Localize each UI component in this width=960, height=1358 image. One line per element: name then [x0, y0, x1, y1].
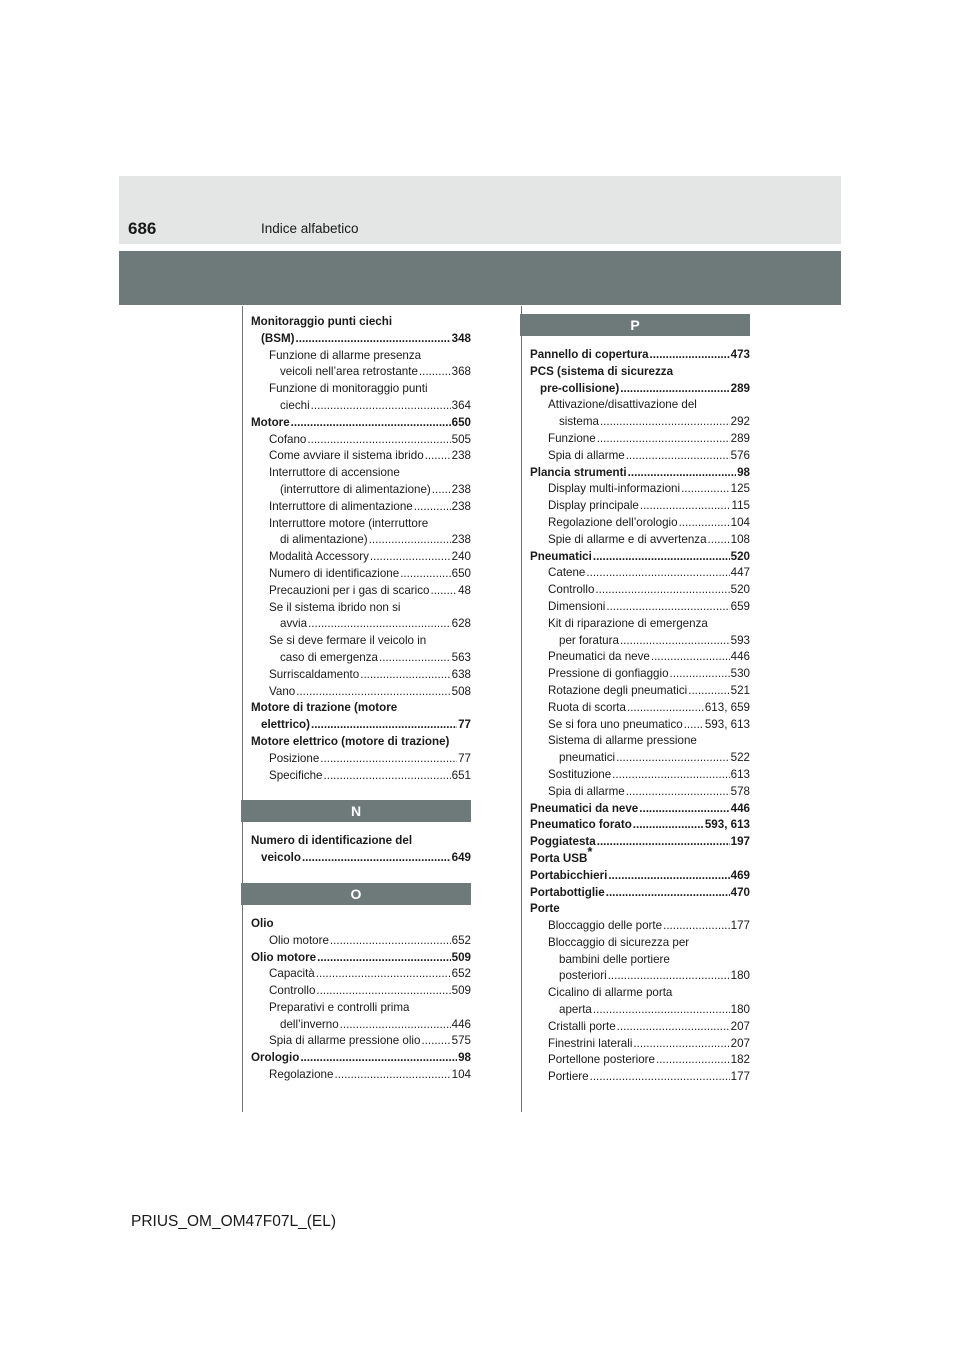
entry-text: Modalità Accessory	[269, 550, 369, 564]
entry-page-ref: 530	[730, 667, 750, 681]
entry-text: Motore	[251, 415, 290, 429]
leader-dots	[425, 448, 451, 465]
leader-dots	[626, 448, 730, 465]
leader-dots	[296, 331, 451, 348]
leader-dots	[400, 566, 450, 583]
leader-dots	[617, 1019, 730, 1036]
index-entry	[251, 432, 471, 449]
index-entry: Cicalino di allarme porta	[548, 986, 673, 1000]
entry-page-ref: 576	[730, 448, 750, 462]
entry-text: Bloccaggio delle porte	[548, 919, 663, 933]
entry-page-ref: 613	[730, 767, 750, 781]
entry-page-ref: 197	[730, 835, 750, 849]
entry-page-ref: 238	[451, 449, 471, 463]
index-entry	[530, 1052, 750, 1069]
entry-page-ref: 180	[730, 969, 750, 983]
entry-page-ref: 613, 659	[704, 700, 750, 714]
entry-text: avvia	[280, 617, 308, 631]
entry-text: caso di emergenza	[280, 650, 378, 664]
leader-dots	[593, 1002, 730, 1019]
index-entry	[530, 834, 750, 851]
entry-text: dell’inverno	[280, 1017, 339, 1031]
index-entry	[530, 599, 750, 616]
index-entry	[251, 448, 471, 465]
index-entry	[530, 968, 750, 985]
entry-text: posteriori	[559, 969, 607, 983]
index-entry	[251, 950, 471, 967]
index-entry	[530, 498, 750, 515]
leader-dots	[307, 432, 450, 449]
leader-dots	[414, 499, 451, 516]
leader-dots	[620, 381, 729, 398]
leader-dots	[316, 983, 450, 1000]
entry-page-ref: 520	[730, 583, 750, 597]
leader-dots	[419, 364, 451, 381]
leader-dots	[324, 768, 451, 785]
index-entry	[251, 684, 471, 701]
entry-text: Plancia strumenti	[530, 465, 627, 479]
entry-page-ref: 289	[730, 381, 750, 395]
entry-text: Finestrini laterali	[548, 1036, 633, 1050]
entry-page-ref: 48	[458, 583, 471, 597]
entries-p-continued	[521, 868, 750, 1086]
letter-bar-p: P	[520, 314, 750, 336]
leader-dots	[606, 885, 730, 902]
leader-dots	[311, 398, 451, 415]
leader-dots	[597, 431, 730, 448]
entry-text: Surriscaldamento	[269, 667, 360, 681]
entry-page-ref: 240	[451, 550, 471, 564]
index-entry	[530, 700, 750, 717]
index-entry	[530, 868, 750, 885]
entry-text: Rotazione degli pneumatici	[548, 683, 688, 697]
entry-page-ref: 593	[730, 633, 750, 647]
index-entry	[530, 750, 750, 767]
index-entry	[530, 1036, 750, 1053]
leader-dots	[430, 583, 457, 600]
index-entry	[530, 717, 750, 734]
entry-page-ref: 509	[451, 984, 471, 998]
leader-dots	[608, 868, 729, 885]
entry-text: Poggiatesta	[530, 835, 596, 849]
leader-dots	[639, 801, 729, 818]
leader-dots	[606, 599, 729, 616]
index-entry: PCS (sistema di sicurezza	[530, 364, 674, 378]
leader-dots	[708, 532, 730, 549]
index-entry	[530, 431, 750, 448]
entry-text: sistema	[559, 415, 599, 429]
index-entry: Monitoraggio punti ciechi	[251, 315, 393, 328]
entry-page-ref: 470	[730, 885, 750, 899]
leader-dots	[633, 817, 704, 834]
entry-page-ref: 652	[451, 967, 471, 981]
index-entry	[530, 515, 750, 532]
entry-text: Pneumatico forato	[530, 818, 632, 832]
entry-text: Porta USB	[530, 851, 588, 865]
entry-text: Capacità	[269, 967, 315, 981]
leader-dots	[330, 933, 451, 950]
index-entry	[530, 565, 750, 582]
page-number: 686	[128, 219, 157, 238]
entry-page-ref: 348	[451, 331, 471, 345]
footer-doc-code: PRIUS_OM_OM47F07L_(EL)	[131, 1213, 337, 1230]
index-entry	[251, 1033, 471, 1050]
entry-page-ref: 578	[730, 784, 750, 798]
entry-page-ref: 563	[451, 650, 471, 664]
entry-page-ref: 177	[730, 1070, 750, 1084]
index-entry	[251, 583, 471, 600]
index-entry	[251, 482, 471, 499]
leader-dots	[320, 751, 457, 768]
index-entry	[251, 364, 471, 381]
leader-dots	[633, 1036, 729, 1053]
entry-text: Se si fora uno pneumatico	[548, 717, 683, 731]
entry-text: (BSM)	[261, 331, 295, 345]
index-entry: Preparativi e controlli prima	[269, 1000, 410, 1014]
entry-text: Display principale	[548, 499, 639, 513]
entry-text: Olio motore	[251, 950, 317, 964]
index-entry: Kit di riparazione di emergenza	[548, 616, 708, 630]
leader-dots	[597, 834, 730, 851]
index-entry	[251, 966, 471, 983]
entry-text: Ruota di scorta	[548, 700, 626, 714]
entry-page-ref: 650	[451, 415, 471, 429]
entry-page-ref: 238	[451, 499, 471, 513]
leader-dots	[628, 465, 736, 482]
leader-dots	[612, 767, 729, 784]
entry-text: Portiere	[548, 1070, 589, 1084]
entry-page-ref: 650	[451, 566, 471, 580]
leader-dots	[651, 649, 730, 666]
leader-dots	[650, 347, 730, 364]
entry-page-ref: 469	[730, 868, 750, 882]
entry-page-ref: 207	[730, 1019, 750, 1033]
entry-text: Pneumatici da neve	[530, 801, 639, 815]
entry-page-ref: 593, 613	[704, 717, 750, 731]
index-entry	[251, 499, 471, 516]
index-entry: Se il sistema ibrido non si	[269, 600, 401, 614]
entry-page-ref: 182	[730, 1053, 750, 1067]
entry-text: Cristalli porte	[548, 1019, 616, 1033]
entry-page-ref: 77	[458, 718, 471, 732]
index-entry	[530, 817, 750, 834]
leader-dots	[296, 684, 450, 701]
index-entry	[530, 767, 750, 784]
entry-text: Olio motore	[269, 933, 329, 947]
entry-page-ref: 108	[730, 532, 750, 546]
index-entry	[251, 1067, 471, 1084]
entry-page-ref: 115	[731, 499, 750, 513]
entry-text: Specifiche	[269, 768, 323, 782]
leader-dots	[608, 968, 730, 985]
leader-dots	[684, 717, 704, 734]
index-entry	[530, 448, 750, 465]
entry-page-ref: 289	[730, 431, 750, 445]
index-entry	[251, 933, 471, 950]
entry-text: Precauzioni per i gas di scarico	[269, 583, 430, 597]
entry-text: Controllo	[269, 984, 316, 998]
index-entry	[530, 481, 750, 498]
leader-dots	[360, 667, 450, 684]
entry-text: Pannello di copertura	[530, 348, 649, 361]
index-entry: Sistema di allarme pressione	[548, 734, 697, 748]
index-entry	[251, 415, 471, 432]
leader-dots	[302, 850, 451, 867]
entry-text: Funzione	[548, 431, 596, 445]
index-entry	[530, 582, 750, 599]
index-entry	[251, 1050, 471, 1067]
entry-page-ref: 520	[730, 549, 750, 563]
index-entry: Attivazione/disattivazione del	[548, 398, 697, 412]
entries-m	[242, 314, 471, 784]
index-entry	[251, 983, 471, 1000]
entry-page-ref: 473	[730, 348, 750, 361]
index-entry	[530, 885, 750, 902]
index-entry: Bloccaggio di sicurezza per	[548, 935, 690, 949]
index-entry	[251, 717, 471, 734]
index-entry	[251, 566, 471, 583]
index-entry	[530, 381, 750, 398]
entry-text: Catene	[548, 566, 586, 580]
index-entry	[251, 768, 471, 785]
leader-dots	[656, 1052, 730, 1069]
entry-text: Interruttore di alimentazione	[269, 499, 413, 513]
entry-text: Spie di allarme e di avvertenza	[548, 532, 707, 546]
entry-text: Spia di allarme	[548, 448, 625, 462]
leader-dots	[432, 482, 451, 499]
entry-text: Cofano	[269, 432, 307, 446]
entry-text: pre-collisione)	[540, 381, 620, 395]
leader-dots	[640, 498, 731, 515]
entry-page-ref: 446	[730, 801, 750, 815]
footnote-mark: *	[587, 843, 593, 859]
entry-page-ref: 508	[451, 684, 471, 698]
index-entry	[251, 331, 471, 348]
section-title: Indice alfabetico	[261, 221, 359, 236]
entry-page-ref: 238	[451, 482, 471, 496]
entry-page-ref: 575	[451, 1034, 471, 1048]
index-entry	[530, 465, 750, 482]
entry-text: Orologio	[251, 1051, 300, 1065]
leader-dots	[291, 415, 451, 432]
index-entry: Interruttore motore (interruttore	[269, 516, 429, 530]
entry-text: Spia di allarme pressione olio	[269, 1034, 421, 1048]
entry-text: Controllo	[548, 583, 595, 597]
entries-n	[242, 833, 471, 867]
index-entry-porta-usb	[530, 843, 750, 868]
entry-text: (interruttore di alimentazione)	[280, 482, 431, 496]
entry-text: Come avviare il sistema ibrido	[269, 449, 424, 463]
index-entry	[251, 616, 471, 633]
entry-page-ref: 446	[730, 650, 750, 664]
leader-dots	[688, 683, 729, 700]
index-entry	[530, 1002, 750, 1019]
entry-text: Pneumatici da neve	[548, 650, 650, 664]
leader-dots	[626, 784, 730, 801]
leader-dots	[627, 700, 704, 717]
entry-page-ref: 125	[730, 482, 750, 496]
index-entry	[530, 683, 750, 700]
index-entry	[530, 918, 750, 935]
entry-page-ref: 593, 613	[704, 818, 750, 832]
entry-text: Regolazione dell’orologio	[548, 515, 678, 529]
index-entry	[530, 1069, 750, 1086]
index-entry: Interruttore di accensione	[269, 466, 400, 480]
entry-page-ref: 104	[730, 515, 750, 529]
index-entry	[530, 414, 750, 431]
leader-dots	[316, 966, 451, 983]
index-entry	[251, 398, 471, 415]
entry-page-ref: 368	[451, 365, 471, 379]
letter-bar-o: O	[241, 883, 471, 905]
leader-dots	[369, 532, 451, 549]
index-entry: Numero di identificazione del	[251, 834, 413, 848]
entry-page-ref: 77	[458, 751, 471, 765]
index-column-right	[521, 314, 750, 1086]
entries-p	[521, 347, 750, 851]
entry-page-ref: 177	[730, 919, 750, 933]
entry-text: Sostituzione	[548, 767, 612, 781]
entry-text: pneumatici	[559, 751, 616, 765]
entry-text: Portabottiglie	[530, 885, 605, 899]
index-entry	[530, 633, 750, 650]
index-entry	[530, 532, 750, 549]
entry-text: aperta	[559, 1003, 592, 1017]
index-entry	[251, 751, 471, 768]
entry-page-ref: 521	[730, 683, 750, 697]
leader-dots	[340, 1017, 451, 1034]
leader-dots	[681, 481, 730, 498]
entry-page-ref: 651	[451, 768, 471, 782]
index-entry	[530, 1019, 750, 1036]
entry-page-ref: 238	[451, 533, 471, 547]
entry-text: Pneumatici	[530, 549, 592, 563]
index-entry: Funzione di monitoraggio punti	[269, 382, 428, 396]
entry-page-ref: 446	[451, 1017, 471, 1031]
entry-page-ref: 628	[451, 617, 471, 631]
header-band	[119, 251, 841, 305]
entry-text: ciechi	[280, 398, 310, 412]
entry-page-ref: 638	[451, 667, 471, 681]
entry-text: Vano	[269, 684, 296, 698]
leader-dots	[311, 717, 457, 734]
entry-text: veicoli nell’area retrostante	[280, 365, 418, 379]
entry-text: Posizione	[269, 751, 320, 765]
entry-text: Spia di allarme	[548, 784, 625, 798]
leader-dots	[663, 918, 730, 935]
leader-dots	[317, 950, 451, 967]
leader-dots	[334, 1067, 450, 1084]
leader-dots	[620, 633, 730, 650]
entry-text: Regolazione	[269, 1068, 334, 1082]
index-entry: bambini delle portiere	[559, 952, 670, 966]
entry-page-ref: 505	[451, 432, 471, 446]
index-entry: Se si deve fermare il veicolo in	[269, 634, 427, 648]
index-entry: Funzione di allarme presenza	[269, 348, 422, 362]
leader-dots	[593, 549, 730, 566]
entry-page-ref: 447	[730, 566, 750, 580]
entry-text: Display multi-informazioni	[548, 482, 681, 496]
leader-dots	[379, 650, 451, 667]
entries-usb	[521, 843, 750, 868]
index-entry	[251, 549, 471, 566]
index-entry	[530, 801, 750, 818]
entry-text: per foratura	[559, 633, 619, 647]
index-entry	[251, 850, 471, 867]
entry-page-ref: 652	[451, 933, 471, 947]
leader-dots	[590, 1069, 730, 1086]
index-entry	[251, 1017, 471, 1034]
index-entry: Motore di trazione (motore	[251, 701, 398, 715]
index-entry	[251, 667, 471, 684]
leader-dots	[308, 616, 451, 633]
letter-bar-n: N	[241, 800, 471, 822]
index-entry	[530, 347, 750, 364]
leader-dots	[616, 750, 730, 767]
index-entry	[251, 650, 471, 667]
entry-text: veicolo	[261, 851, 301, 865]
entry-text: Dimensioni	[548, 599, 606, 613]
entry-page-ref: 509	[451, 950, 471, 964]
entry-text: Numero di identificazione	[269, 566, 400, 580]
index-entry: Porte	[530, 902, 560, 916]
leader-dots	[300, 1050, 457, 1067]
index-entry	[251, 532, 471, 549]
entry-text: Pressione di gonfiaggio	[548, 667, 669, 681]
entry-text: Portabicchieri	[530, 868, 608, 882]
entry-text: elettrico)	[261, 718, 310, 732]
entry-page-ref: 364	[451, 398, 471, 412]
leader-dots	[586, 565, 729, 582]
page-header	[119, 176, 841, 244]
index-entry: Olio	[251, 916, 274, 930]
entry-page-ref: 98	[458, 1051, 471, 1065]
entry-page-ref: 98	[737, 465, 750, 479]
leader-dots	[421, 1033, 450, 1050]
index-entry	[530, 649, 750, 666]
entry-page-ref: 104	[451, 1068, 471, 1082]
entry-page-ref: 659	[730, 599, 750, 613]
index-column-left	[242, 314, 471, 1084]
index-entry	[530, 784, 750, 801]
entry-page-ref: 180	[730, 1003, 750, 1017]
index-entry: Motore elettrico (motore di trazione)	[251, 734, 450, 748]
entry-page-ref: 207	[730, 1036, 750, 1050]
entry-page-ref: 649	[451, 851, 471, 865]
leader-dots	[595, 582, 729, 599]
entries-o	[242, 916, 471, 1084]
entry-page-ref: 522	[730, 751, 750, 765]
entry-page-ref: 292	[730, 415, 750, 429]
entry-text: Portellone posteriore	[548, 1053, 655, 1067]
leader-dots	[679, 515, 730, 532]
leader-dots	[370, 549, 451, 566]
entry-text: di alimentazione)	[280, 533, 368, 547]
index-entry	[530, 549, 750, 566]
leader-dots	[670, 666, 730, 683]
index-entry	[530, 666, 750, 683]
leader-dots	[600, 414, 730, 431]
